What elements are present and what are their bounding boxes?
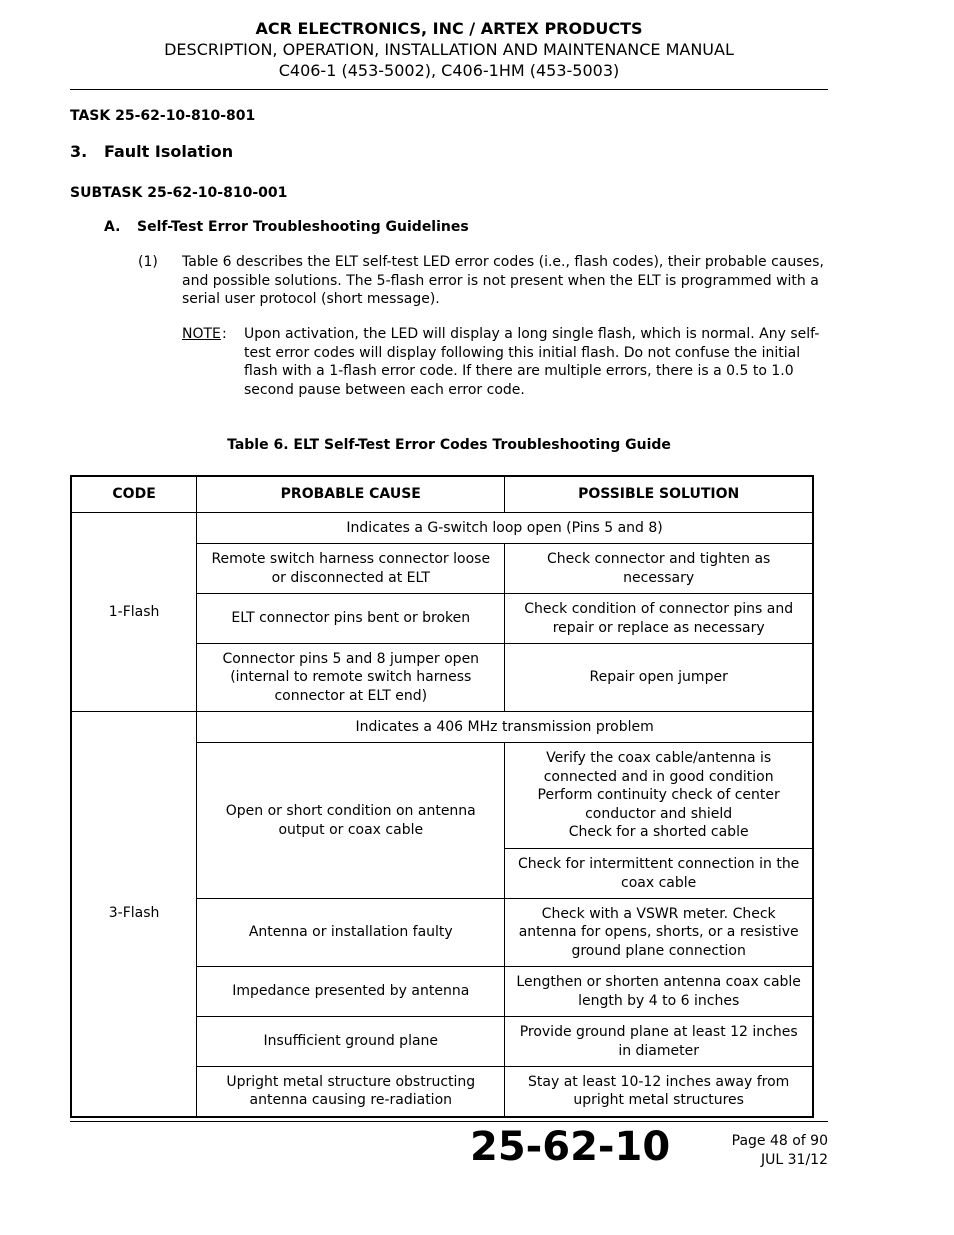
note	[182, 325, 828, 399]
cause-cell: ELT connector pins bent or broken	[197, 594, 505, 644]
subtask-number: SUBTASK 25-62-10-810-001	[70, 185, 288, 201]
chapter-number: 25-62-10	[470, 1124, 671, 1170]
solution-cell	[505, 743, 813, 849]
subheading	[104, 219, 469, 235]
solution-cell: Check for intermittent connection in the coax cable	[505, 849, 813, 899]
model-numbers: C406-1 (453-5002), C406-1HM (453-5003)	[278, 61, 620, 80]
header-divider	[70, 89, 828, 90]
cause-cell: Upright metal structure obstructing antenna causing re-radiation	[197, 1067, 505, 1117]
solution-cell: Lengthen or shorten antenna coax cable length by 4 to 6 inches	[505, 967, 813, 1017]
code-3-flash: 3-Flash	[71, 712, 197, 1117]
section-heading	[70, 142, 233, 161]
subheading-title: Self-Test Error Troubleshooting Guidelines	[137, 219, 469, 235]
table-row	[71, 513, 813, 544]
note-colon: :	[222, 326, 227, 342]
solution-cell: Check condition of connector pins and repair or replace as necessary	[505, 594, 813, 644]
header-code: CODE	[71, 476, 197, 513]
table-title: Table 6. ELT Self-Test Error Codes Troubleshooting Guide	[227, 437, 671, 453]
solution-cell: Stay at least 10-12 inches away from upright metal structures	[505, 1067, 813, 1117]
solution-cell: Check connector and tighten as necessary	[505, 544, 813, 594]
troubleshooting-table	[70, 475, 814, 1118]
paragraph-number: (1)	[138, 254, 158, 270]
cause-cell: Impedance presented by antenna	[197, 967, 505, 1017]
cause-cell: Open or short condition on antenna output or coax cable	[197, 743, 505, 899]
page-info	[660, 1132, 828, 1169]
subheading-letter: A.	[104, 219, 121, 235]
note-label: NOTE	[182, 326, 221, 342]
cause-cell: Remote switch harness connector loose or disconnected at ELT	[197, 544, 505, 594]
solution-line: Perform continuity check of center conductor and shield	[537, 787, 780, 822]
code-1-flash: 1-Flash	[71, 513, 197, 712]
page-header	[70, 19, 828, 81]
section-number: 3.	[70, 142, 88, 161]
footer-divider	[70, 1121, 828, 1122]
manual-title: DESCRIPTION, OPERATION, INSTALLATION AND MAINTENANCE MANUAL	[164, 40, 734, 59]
paragraph-text: Table 6 describes the ELT self-test LED error codes (i.e., flash codes), their probable causes, and possible solutions. The 5-flash error is not present when the ELT is programmed with a serial user protocol (short message).	[182, 254, 824, 308]
company-name: ACR ELECTRONICS, INC / ARTEX PRODUCTS	[255, 19, 643, 38]
cause-cell: Connector pins 5 and 8 jumper open (internal to remote switch harness connector at ELT end)	[197, 644, 505, 712]
header-probable-cause: PROBABLE CAUSE	[197, 476, 505, 513]
indication-1-flash: Indicates a G-switch loop open (Pins 5 and 8)	[197, 513, 813, 544]
indication-3-flash: Indicates a 406 MHz transmission problem	[197, 712, 813, 743]
page-number: Page 48 of 90	[731, 1133, 828, 1149]
section-title: Fault Isolation	[104, 142, 234, 161]
solution-cell: Provide ground plane at least 12 inches in diameter	[505, 1017, 813, 1067]
note-text: Upon activation, the LED will display a long single flash, which is normal. Any self-test error codes will display following this initial flash. Do not confuse the initial flash with a 1-flash error code. If there are multiple errors, there is a 0.5 to 1.0 second pause between each error code.	[244, 326, 820, 398]
cause-cell: Antenna or installation faulty	[197, 899, 505, 967]
solution-line: Check for a shorted cable	[568, 824, 749, 841]
solution-cell: Repair open jumper	[505, 644, 813, 712]
table-row	[71, 712, 813, 743]
paragraph	[138, 253, 828, 309]
solution-line: Verify the coax cable/antenna is connected and in good condition	[543, 750, 774, 785]
task-number: TASK 25-62-10-810-801	[70, 108, 256, 124]
cause-cell: Insufficient ground plane	[197, 1017, 505, 1067]
header-possible-solution: POSSIBLE SOLUTION	[505, 476, 813, 513]
table-header-row	[71, 476, 813, 513]
revision-date: JUL 31/12	[761, 1151, 828, 1168]
solution-cell: Check with a VSWR meter. Check antenna for opens, shorts, or a resistive ground plane connection	[505, 899, 813, 967]
